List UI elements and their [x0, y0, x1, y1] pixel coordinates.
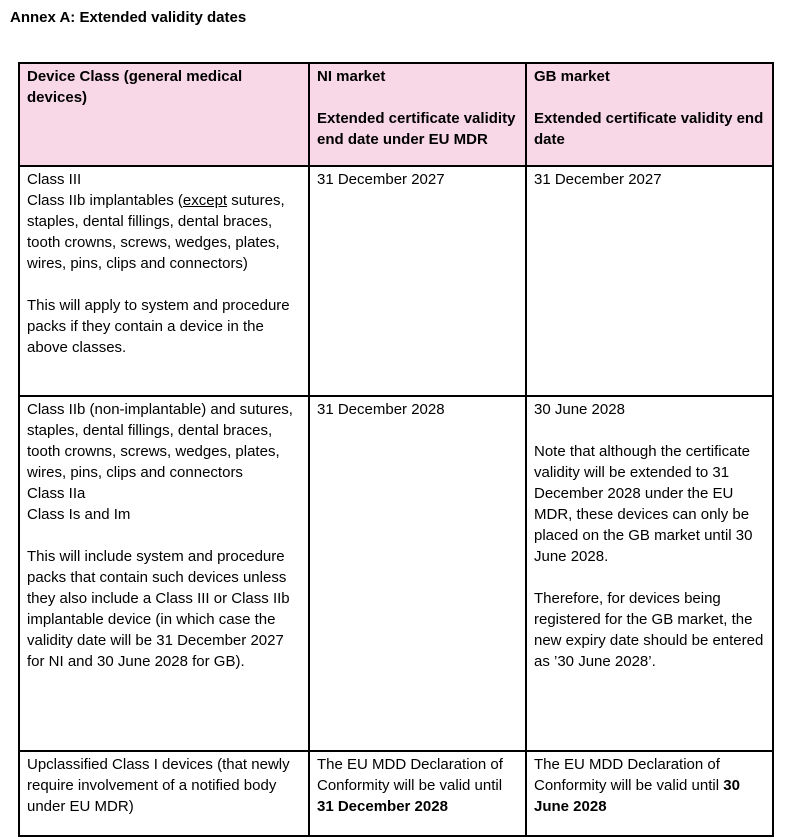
cell-gb-date: The EU MDD Declaration of Conformity will be valid until 30 June 2028: [526, 751, 773, 836]
header-gb-market: GB market Extended certificate validity end date: [526, 63, 773, 166]
table-header-row: [19, 63, 773, 166]
cell-ni-date: The EU MDD Declaration of Conformity will be valid until 31 December 2028: [309, 751, 526, 836]
page-title: Annex A: Extended validity dates: [10, 9, 247, 26]
validity-dates-table: [18, 62, 774, 837]
header-ni-market: NI market Extended certificate validity end date under EU MDR: [309, 63, 526, 166]
cell-device-class: Upclassified Class I devices (that newly require involvement of a notified body under EU MDR): [19, 751, 309, 836]
header-device-class: Device Class (general medical devices): [19, 63, 309, 166]
cell-device-class: Class III Class IIb implantables (except sutures, staples, dental fillings, dental braces, tooth crowns, screws, wedges, plates, wires, pins, clips and connectors) This will apply to system and procedure packs if they contain a device in the above classes.: [19, 166, 309, 396]
table-row: [19, 396, 773, 751]
cell-gb-date: 30 June 2028 Note that although the certificate validity will be extended to 31 December 2028 under the EU MDR, these devices can only be placed on the GB market until 30 June 2028. Therefore, for devices being registered for the GB market, the new expiry date should be entered as ’30 June 2028’.: [526, 396, 773, 751]
cell-device-class: Class IIb (non-implantable) and sutures, staples, dental fillings, dental braces, tooth crowns, screws, wedges, plates, wires, pins, clips and connectors Class IIa Class Is and Im This will include system and procedure packs that contain such devices unless they also include a Class III or Class IIb implantable device (in which case the validity date will be 31 December 2027 for NI and 30 June 2028 for GB).: [19, 396, 309, 751]
table-row: [19, 751, 773, 836]
table-row: [19, 166, 773, 396]
cell-ni-date: 31 December 2028: [309, 396, 526, 751]
cell-ni-date: 31 December 2027: [309, 166, 526, 396]
cell-gb-date: 31 December 2027: [526, 166, 773, 396]
